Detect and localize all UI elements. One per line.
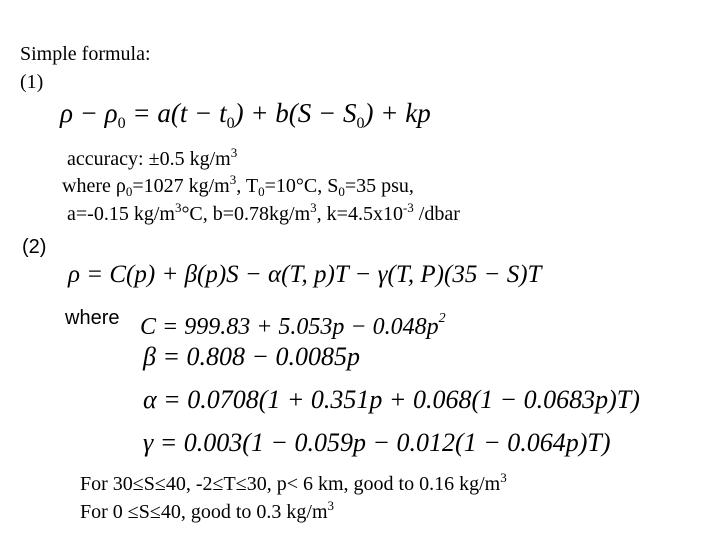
- validity-note-2: For 0 ≤S≤40, good to 0.3 $kg/m^3$: [80, 498, 335, 523]
- coefficients-line: a=-0.15 $kg/m^3^\circ C$, $b=0.78kg/m^3$, $k=4.5x10^{-3}$ /dbar: [67, 200, 460, 225]
- equation-2: ρ = C(p) + β(p)S − α(T, p)T − γ(T, P)(35 − S)T: [68, 261, 542, 288]
- equation-beta: β = 0.808 − 0.0085p: [143, 342, 361, 371]
- section-2-label: (2): [22, 236, 47, 258]
- equation-c: $C = 999.83 + 5.053p - 0.048p^2$: [140, 311, 446, 340]
- equation-gamma: γ = 0.003(1 − 0.059p − 0.012(1 − 0.064p)T): [143, 428, 611, 457]
- heading-line2: (1): [20, 71, 44, 93]
- equation-alpha: α = 0.0708(1 + 0.351p + 0.068(1 − 0.0683p)T): [143, 385, 640, 414]
- heading-line1: Simple formula:: [20, 43, 151, 65]
- reference-values-line: where $\rho_0=1027$ $kg/m^3$, $T_0=10^\circ C$, $S_0=35$ psu,: [62, 172, 414, 199]
- equation-1: $\rho - \rho_0 = a(t - t_0) + b(S - S_0)$ + kp: [60, 98, 431, 132]
- where-label: where: [65, 307, 120, 329]
- accuracy-line: accuracy: ±0.5 $kg/m^3$: [67, 145, 238, 170]
- validity-note-1: For 30≤S≤40, -2≤T≤30, p< 6 km, good to 0.16 $kg/m^3$: [80, 470, 507, 495]
